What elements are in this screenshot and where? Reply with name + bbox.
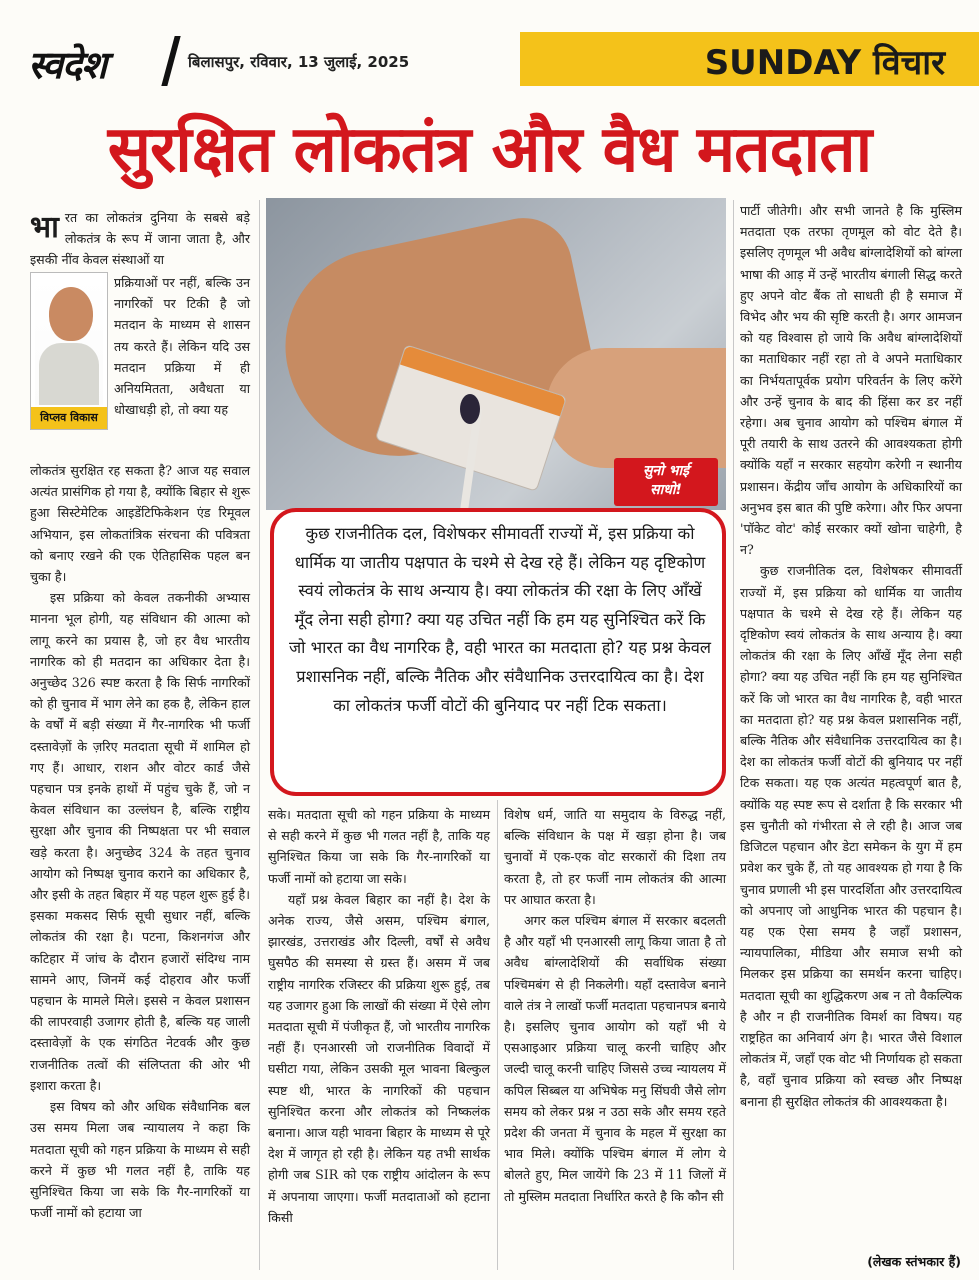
column-rule — [259, 200, 260, 1270]
article-paragraph: इस विषय को और अधिक संवैधानिक बल उस समय मिला जब न्यायालय ने कहा कि मतदाता सूची को गहन प्रक्रिया के माध्यम से सही करने में कुछ भी गलत नहीं है, ताकि यह सुनिश्चित किया जा सके कि गैर-नागरिकों या फर्जी नामों को हटाया जा — [30, 1099, 250, 1221]
pull-quote-text: कुछ राजनीतिक दल, विशेषकर सीमावर्ती राज्यों में, इस प्रक्रिया को धार्मिक या जातीय पक्षपात के चश्मे से देख रहे हैं। लेकिन यह दृष्टिकोण स्वयं लोकतंत्र के साथ अन्याय है। क्या लोकतंत्र की रक्षा के लिए आँखें मूँद लेना सही होगा? क्या यह उचित नहीं कि हम यह सुनिश्चित करें कि जो भारत का वैध नागरिक है, वही भारत का मतदाता हो? यह प्रश्न केवल प्रशासनिक नहीं, बल्कि नैतिक और संवैधानिक उत्तरदायित्व का है। देश का लोकतंत्र फर्जी वोटों की बुनियाद पर नहीं टिक सकता। — [289, 524, 711, 715]
section-label: SUNDAY विचार — [704, 43, 945, 83]
badge-line-2: साधो! — [650, 482, 682, 498]
article-paragraph: विशेष धर्म, जाति या समुदाय के विरुद्ध नहीं, बल्कि संविधान के पक्ष में खड़ा होना है। जब चुनावों में एक-एक वोट सरकारों की दिशा तय करता है, तो हर फर्जी नाम लोकतंत्र की आत्मा पर आघात करता है। — [504, 807, 726, 907]
article-column-1 — [30, 460, 250, 1223]
author-byline: (लेखक स्तंभकार हैं) — [867, 1254, 961, 1269]
drop-cap: भा — [30, 210, 59, 245]
dateline: बिलासपुर, रविवार, 13 जुलाई, 2025 — [188, 53, 410, 71]
article-column-1-top — [30, 207, 250, 271]
article-column-2 — [268, 804, 490, 1228]
author-photo — [35, 277, 103, 405]
column-badge — [614, 458, 718, 506]
article-paragraph: यहाँ प्रश्न केवल बिहार का नहीं है। देश के अनेक राज्य, जैसे असम, पश्चिम बंगाल, झारखंड, उत्तराखंड और दिल्ली, वर्षों से अवैध घुसपैठ की समस्या से ग्रस्त हैं। असम में जब राष्ट्रीय नागरिक रजिस्टर की प्रक्रिया शुरू हुई, तब यह उजागर हुआ कि लाखों की संख्या में ऐसे लोग मतदाता सूची में पंजीकृत हैं, जो भारतीय नागरिक नहीं हैं। एनआरसी जो राजनीतिक विवादों में घसीटा गया, लेकिन उसकी मूल भावना बिल्कुल स्पष्ट थी, भारत के नागरिकों की पहचान सुनिश्चित करना और लोकतंत्र को निष्कलंक बनाना। आज यही भावना बिहार के माध्यम से पूरे देश में जागृत हो रही है। लेकिन यह तभी सार्थक होगी जब SIR को एक राष्ट्रीय आंदोलन के रूप में अपनाया जाएगा। फर्जी मतदाताओं को हटाना किसी — [268, 891, 490, 1225]
logo-divider — [161, 36, 180, 86]
ink-mark-shape — [460, 394, 480, 424]
article-column-3 — [504, 804, 726, 1207]
author-card — [30, 272, 108, 430]
article-text: प्रक्रियाओं पर नहीं, बल्कि उन नागरिकों पर टिकी है जो मतदान के माध्यम से शासन तय करते हैं। लेकिन यदि उस मतदान प्रक्रिया में ही अनियमितता, अवैधता या धोखाधड़ी हो, तो क्या यह — [114, 275, 250, 418]
article-text: रत का लोकतंत्र दुनिया के सबसे बड़े लोकतंत्र के रूप में जाना जाता है, और इसकी नींव केवल संस्थाओं या — [30, 210, 250, 268]
article-paragraph: कुछ राजनीतिक दल, विशेषकर सीमावर्ती राज्यों में, इस प्रक्रिया को धार्मिक या जातीय पक्षपात के चश्मे से देख रहे हैं। लेकिन यह दृष्टिकोण स्वयं लोकतंत्र के साथ अन्याय है। क्या लोकतंत्र की रक्षा के लिए आँखें मूँद लेना सही होगा? क्या यह उचित नहीं कि हम यह सुनिश्चित करें कि जो भारत का वैध नागरिक है, वही भारत का मतदाता हो? यह प्रश्न केवल प्रशासनिक नहीं, बल्कि नैतिक और संवैधानिक उत्तरदायित्व का है। देश का लोकतंत्र फर्जी वोटों की बुनियाद पर नहीं टिक सकता। यह एक अत्यंत महत्वपूर्ण बात है, क्योंकि यह स्पष्ट रूप से दर्शाता है कि सरकार भी इस चुनौती को गंभीरता से ले रही है। आज जब डिजिटल पहचान और डेटा समेकन के युग में हम प्रवेश कर चुके हैं, तो यह आवश्यक हो गया है कि चुनाव प्रणाली भी इस पारदर्शिता और उत्तरदायित्व को अपनाए जो आधुनिक भारत की पहचान है। यह एक ऐसा समय है जहाँ प्रशासन, न्यायपालिका, मीडिया और समाज सभी को मिलकर इस प्रक्रिया का समर्थन करना चाहिए। मतदाता सूची का शुद्धिकरण अब न तो वैकल्पिक है और न ही राजनीतिक विमर्श का विषय। यह राष्ट्रहित का अनिवार्य अंग है। भारत जैसे विशाल लोकतंत्र में, जहाँ एक वोट भी निर्णायक हो सकता है, वहाँ चुनाव प्रक्रिया को स्वच्छ और निष्पक्ष बनाना ही सुरक्षित लोकतंत्र की आवश्यकता है। — [740, 563, 962, 1109]
masthead — [0, 0, 979, 100]
article-paragraph: अगर कल पश्चिम बंगाल में सरकार बदलती है और यहाँ भी एनआरसी लागू किया जाता है तो अवैध बांग्लादेशियों की सर्वाधिक संख्या पश्चिमबंग से ही निकलेगी। यहाँ दस्तावेज बनाने वाले तंत्र ने लाखों फर्जी मतदाता पहचानपत्र बनाये है। इसलिए चुनाव आयोग को यहाँ भी ये एसआइआर प्रक्रिया चालू करनी चाहिए और जल्दी चालू करनी चाहिए जिससे उच्च न्यायलय में कपिल सिब्बल या अभिषेक मनु सिंघवी जैसे लोग समय को लेकर प्रश्न न उठा सके और समय रहते प्रदेश की जनता में चुनाव के महल में सुरक्षा का भाव मिले। क्योंकि पश्चिम बंगाल में लोग ये बोलते हुए, मिल जायेंगे कि 23 में 11 जिलों में तो मुस्लिम मतदाता निर्धारित करते है कि कौन सी — [504, 913, 726, 1204]
newspaper-logo: स्वदेश — [28, 43, 106, 87]
article-column-4 — [740, 200, 962, 1112]
article-paragraph: लोकतंत्र सुरक्षित रह सकता है? आज यह सवाल अत्यंत प्रासंगिक हो गया है, क्योंकि बिहार से शुरू हुआ सिस्टेमेटिक आइडेंटिफिकेशन एंड रिमूवल अभियान, इस लोकतांत्रिक संरचना की पवित्रता को बनाए रखने की एक ऐतिहासिक पहल बन चुका है। — [30, 463, 250, 585]
author-name: विप्लव विकास — [31, 407, 107, 429]
author-body-shape — [39, 343, 99, 405]
article-photo — [266, 198, 726, 510]
article-column-1-beside-photo — [114, 272, 250, 420]
finger-shape — [546, 348, 726, 468]
column-rule — [497, 800, 498, 1270]
badge-line-1: सुनो भाई — [642, 463, 690, 479]
section-banner — [520, 32, 979, 86]
pull-quote-box — [270, 508, 726, 796]
headline: सुरक्षित लोकतंत्र और वैध मतदाता — [107, 113, 872, 187]
author-head-shape — [49, 287, 93, 341]
article-paragraph: सके। मतदाता सूची को गहन प्रक्रिया के माध्यम से सही करने में कुछ भी गलत नहीं है, ताकि यह सुनिश्चित किया जा सके कि गैर-नागरिकों या फर्जी नामों को हटाया जा सके। — [268, 807, 490, 886]
article-paragraph: इस प्रक्रिया को केवल तकनीकी अभ्यास मानना भूल होगी, यह संविधान की आत्मा को लागू करने का प्रयास है, जो हर वैध भारतीय नागरिक को ही मतदान का अधिकार देता है। अनुच्छेद 326 स्पष्ट करता है कि सिर्फ नागरिकों को ही चुनाव में भाग लेने का हक है, लेकिन हाल के वर्षों में बड़ी संख्या में गैर-नागरिक भी फर्जी दस्तावेज़ों के ज़रिए मतदाता सूची में शामिल हो गए हैं। आधार, राशन और वोटर कार्ड जैसे पहचान पत्र इनके हाथों में पहुंच चुके हैं, जो न केवल संविधान का उल्लंघन है, बल्कि राष्ट्रीय सुरक्षा और चुनाव की निष्पक्षता पर भी सवाल खड़े करता है। अनुच्छेद 324 के तहत चुनाव आयोग को निष्पक्ष चुनाव कराने का अधिकार है, और इसी के तहत बिहार में यह पहल शुरू हुई है। इसका मकसद सिर्फ सूची सुधार नहीं, बल्कि लोकतंत्र की रक्षा है। पटना, किशनगंज और कटिहार में जांच के दौरान हजारों संदिग्ध नाम सामने आए, जिनमें कई दोहराव और फर्जी पहचान के मामले मिले। इससे न केवल प्रशासन की लापरवाही उजागर होती है, बल्कि यह जाली दस्तावेज़ों के एक संगठित नेटवर्क और कुछ राजनीतिक तत्वों की संलिप्तता की ओर भी इशारा करता है। — [30, 590, 250, 1093]
column-rule — [733, 200, 734, 1270]
article-paragraph: पार्टी जीतेगी। और सभी जानते है कि मुस्लिम मतदाता एक तरफा तृणमूल को वोट देते है। इसलिए तृणमूल भी अवैध बांग्लादेशियों को बांग्ला भाषा की आड़ में उन्हें भारतीय बंगाली सिद्ध करते हुए अपने वोट बैंक तो साधती ही है समाज में विभेद और भय की सृष्टि करती है। अगर आमजन को यह विश्वास हो जाये कि अवैध बांग्लादेशियों का मताधिकार नहीं रहा तो वे अपने मताधिकार का निर्भयतापूर्वक प्रयोग परिवर्तन के लिए करेंगे और उन्हें चुनाव के बाद की हिंसा कर डर नहीं रहेगा। अब चुनाव आयोग को पश्चिम बंगाल में पूरी तयारी के साथ उतरने की आवश्यकता होगी क्योंकि यहाँ न सरकार सहयोग करेगी न स्थानीय प्रशासन। केंद्रीय जाँच आयोग के अधिकारियों का अनुभव इस बात की पुष्टि करेगा। और फिर अपना 'पॉकेट वोट' कोई सरकार क्यों खोना चाहेगी, है न? — [740, 203, 962, 558]
